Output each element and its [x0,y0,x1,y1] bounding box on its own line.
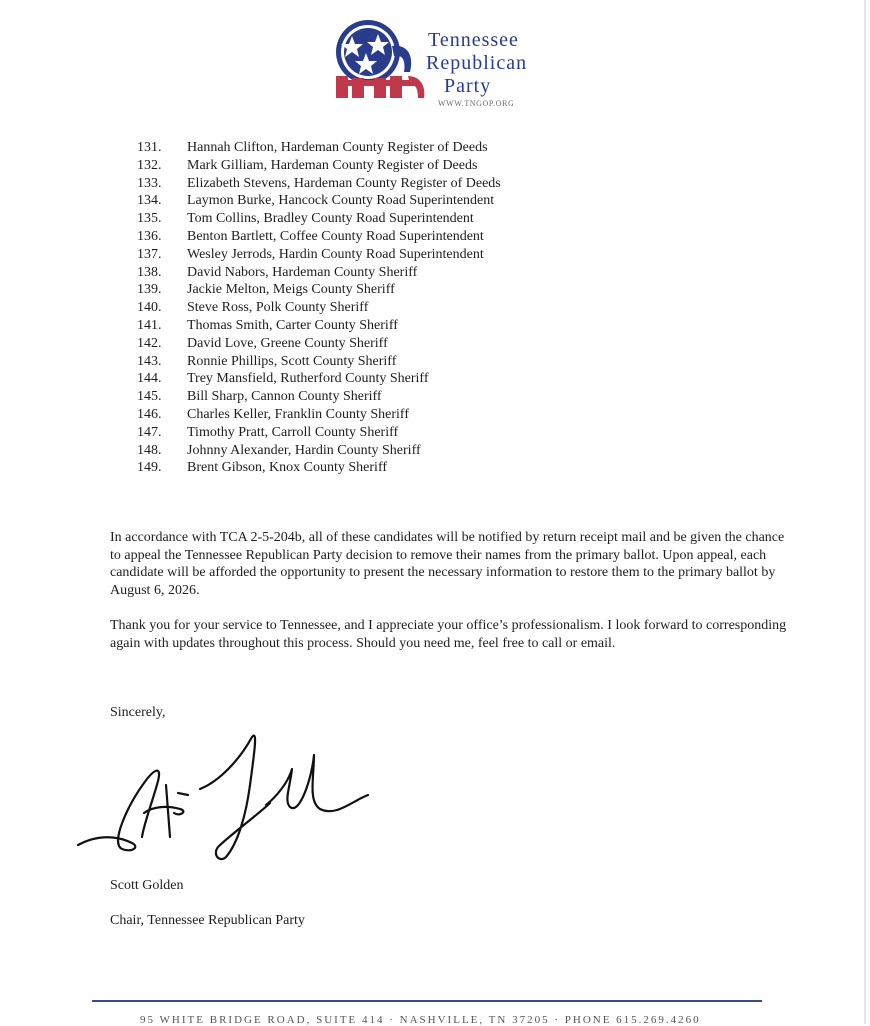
list-item [137,406,501,424]
list-item-number: 138. [137,264,162,280]
list-item-text: Thomas Smith, Carter County Sheriff [187,317,398,333]
list-item-text: Tom Collins, Bradley County Road Superintendent [187,211,474,227]
list-item-number: 149. [137,460,162,476]
list-item-text: Benton Bartlett, Coffee County Road Superintendent [187,228,484,244]
logo-url: WWW.TNGOP.ORG [438,99,515,108]
signer-name: Scott Golden [110,878,184,893]
list-item-number: 137. [137,246,162,262]
list-item-text: Jackie Melton, Meigs County Sheriff [187,282,395,298]
list-item-number: 139. [137,282,162,298]
party-logo [330,20,570,110]
logo-text-line2: Republican [426,52,528,74]
list-item [137,175,501,193]
list-item-number: 145. [137,389,162,405]
list-item-text: Trey Mansfield, Rutherford County Sheriff [187,371,429,387]
logo-text-line3: Party [444,75,492,97]
list-item [137,139,501,157]
list-item-text: Brent Gibson, Knox County Sheriff [187,460,388,476]
list-item-number: 141. [137,317,162,333]
signer-title: Chair, Tennessee Republican Party [110,913,305,928]
list-item-number: 132. [137,157,162,173]
list-item-text: Elizabeth Stevens, Hardeman County Register of Deeds [187,175,501,191]
list-item [137,246,501,264]
signature-image [70,725,390,875]
list-item [137,264,501,282]
list-item-text: Hannah Clifton, Hardeman County Register of Deeds [187,140,488,155]
list-item-number: 135. [137,211,162,227]
list-item [137,281,501,299]
list-item-text: Steve Ross, Polk County Sheriff [187,300,369,316]
logo-text-line1: Tennessee [428,29,519,51]
list-item-number: 134. [137,193,162,209]
list-item-number: 143. [137,353,162,369]
list-item [137,228,501,246]
list-item-text: Charles Keller, Franklin County Sheriff [187,406,409,422]
list-item [137,370,501,388]
list-item-text: Timothy Pratt, Carroll County Sheriff [187,424,399,440]
list-item [137,210,501,228]
list-item-text: Mark Gilliam, Hardeman County Register of Deeds [187,157,478,173]
list-item [137,192,501,210]
list-item-text: Laymon Burke, Hancock County Road Superintendent [187,193,495,209]
page-edge [864,0,866,1024]
closing-salutation: Sincerely, [110,705,166,720]
list-item-text: David Nabors, Hardeman County Sheriff [187,264,418,280]
footer-divider [92,1000,762,1002]
list-item-number: 133. [137,175,162,191]
list-item [137,335,501,353]
list-item-number: 131. [137,140,162,155]
footer-address: 95 WHITE BRIDGE ROAD, SUITE 414 · NASHVILLE, TN 37205 · PHONE 615.269.4260 [140,1014,701,1026]
list-item [137,459,501,477]
thanks-paragraph: Thank you for your service to Tennessee, and I appreciate your office’s professionalism. I look forward to corresponding again with updates throughout this process. Should you need me, feel free to call or email. [110,618,787,651]
list-item-text: Johnny Alexander, Hardin County Sheriff [187,442,421,458]
list-item [137,424,501,442]
list-item-number: 136. [137,228,162,244]
list-item [137,299,501,317]
list-item-number: 142. [137,335,162,351]
list-item [137,353,501,371]
list-item-number: 146. [137,406,162,422]
elephant-logo-icon [330,20,440,100]
list-item-text: Ronnie Phillips, Scott County Sheriff [187,353,397,369]
appeal-paragraph: In accordance with TCA 2-5-204b, all of these candidates will be notified by return receipt mail and be given the chance to appeal the Tennessee Republican Party decision to remove their names from the primary ballot. Upon appeal, each candidate will be afforded the opportunity to present the necessary information to restore them to the primary ballot by August 6, 2026. [110,530,785,598]
list-item-text: Wesley Jerrods, Hardin County Road Superintendent [187,246,484,262]
list-item-number: 140. [137,300,162,316]
list-item [137,442,501,460]
list-item-number: 148. [137,442,162,458]
list-item [137,317,501,335]
list-item-number: 147. [137,424,162,440]
candidate-list [137,139,501,477]
list-item [137,388,501,406]
list-item-text: Bill Sharp, Cannon County Sheriff [187,389,382,405]
list-item [137,157,501,175]
list-item-number: 144. [137,371,162,387]
list-item-text: David Love, Greene County Sheriff [187,335,388,351]
